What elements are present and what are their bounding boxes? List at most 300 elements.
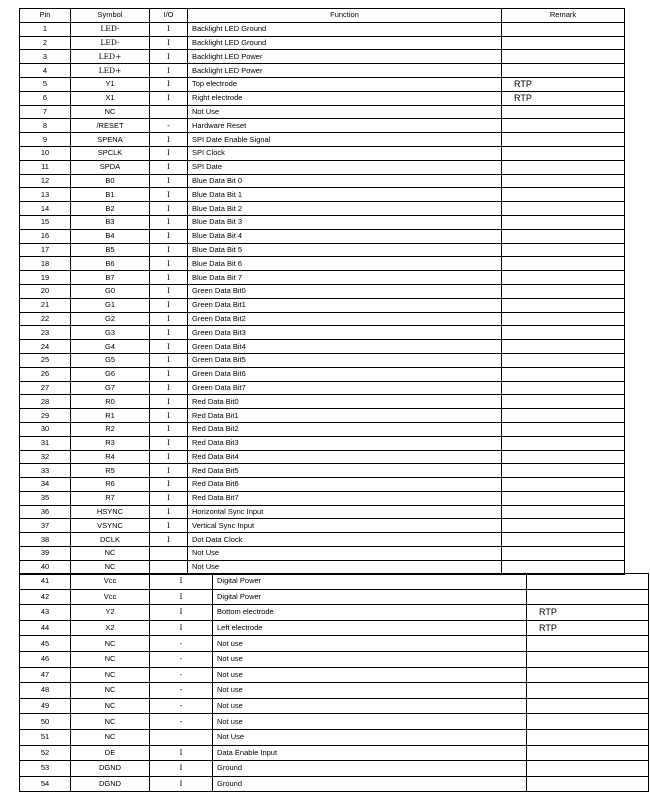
io-cell: I <box>150 243 188 257</box>
function-cell: Red Data Bit7 <box>188 491 502 505</box>
symbol-cell: SPENA <box>71 133 150 147</box>
io-cell: I <box>150 91 188 105</box>
io-cell: I <box>150 574 213 590</box>
io-cell: I <box>150 491 188 505</box>
symbol-cell: SPCLK <box>71 146 150 160</box>
pin-cell: 43 <box>20 605 71 621</box>
function-cell: Backlight LED Power <box>188 50 502 64</box>
function-cell: Red Data Bit2 <box>188 422 502 436</box>
remark-cell <box>527 745 649 761</box>
pin-cell: 48 <box>20 683 71 699</box>
io-cell: - <box>150 651 213 667</box>
function-cell: Left electrode <box>213 620 527 636</box>
io-cell: I <box>150 202 188 216</box>
function-cell: Ground <box>213 776 527 792</box>
table-row <box>20 636 649 652</box>
table-row <box>20 298 625 312</box>
symbol-cell: Vcc <box>71 589 150 605</box>
remark-cell <box>502 478 625 492</box>
remark-cell <box>502 298 625 312</box>
io-cell <box>150 729 213 745</box>
function-cell: Blue Data Bit 1 <box>188 188 502 202</box>
function-cell: Red Data Bit6 <box>188 478 502 492</box>
io-cell: - <box>150 714 213 730</box>
symbol-cell: NC <box>71 667 150 683</box>
io-cell: I <box>150 36 188 50</box>
symbol-cell: NC <box>71 714 150 730</box>
table-row <box>20 745 649 761</box>
io-cell: - <box>150 698 213 714</box>
io-cell: I <box>150 340 188 354</box>
remark-cell <box>527 729 649 745</box>
pin-cell: 9 <box>20 133 71 147</box>
function-cell: Not use <box>213 636 527 652</box>
remark-cell <box>502 409 625 423</box>
pin-cell: 16 <box>20 229 71 243</box>
pin-cell: 50 <box>20 714 71 730</box>
function-cell: Backlight LED Ground <box>188 22 502 36</box>
table-row <box>20 409 625 423</box>
pin-cell: 21 <box>20 298 71 312</box>
remark-cell <box>502 436 625 450</box>
table-row <box>20 271 625 285</box>
table-row <box>20 422 625 436</box>
pin-cell: 15 <box>20 215 71 229</box>
io-cell: I <box>150 133 188 147</box>
pin-cell: 25 <box>20 353 71 367</box>
table-row <box>20 340 625 354</box>
pin-cell: 20 <box>20 284 71 298</box>
pin-cell: 23 <box>20 326 71 340</box>
table-row <box>20 22 625 36</box>
io-cell: I <box>150 450 188 464</box>
remark-cell <box>502 36 625 50</box>
io-cell: I <box>150 395 188 409</box>
pin-table-body <box>20 22 625 574</box>
table-row <box>20 464 625 478</box>
remark-cell <box>527 651 649 667</box>
header-remark: Remark <box>502 9 625 23</box>
io-cell: I <box>150 367 188 381</box>
pin-cell: 4 <box>20 64 71 78</box>
io-cell: I <box>150 215 188 229</box>
pin-cell: 33 <box>20 464 71 478</box>
io-cell: I <box>150 326 188 340</box>
function-cell: Blue Data Bit 2 <box>188 202 502 216</box>
function-cell: Blue Data Bit 4 <box>188 229 502 243</box>
io-cell: I <box>150 505 188 519</box>
pin-cell: 28 <box>20 395 71 409</box>
header-pin: Pin <box>20 9 71 23</box>
table-row <box>20 547 625 561</box>
header-row <box>20 9 625 23</box>
table-row <box>20 519 625 533</box>
symbol-cell: R1 <box>71 409 150 423</box>
function-cell: Not Use <box>213 729 527 745</box>
io-cell: I <box>150 174 188 188</box>
remark-cell <box>502 22 625 36</box>
symbol-cell: SPDA <box>71 160 150 174</box>
table-row <box>20 353 625 367</box>
pin-cell: 24 <box>20 340 71 354</box>
remark-cell <box>502 381 625 395</box>
table-row <box>20 50 625 64</box>
remark-cell <box>502 505 625 519</box>
table-row <box>20 105 625 119</box>
remark-cell <box>502 64 625 78</box>
remark-cell <box>502 422 625 436</box>
symbol-cell: VSYNC <box>71 519 150 533</box>
pin-cell: 14 <box>20 202 71 216</box>
symbol-cell: G3 <box>71 326 150 340</box>
pin-table-continued-body <box>20 574 649 792</box>
pin-cell: 6 <box>20 91 71 105</box>
table-row <box>20 257 625 271</box>
pin-cell: 5 <box>20 77 71 91</box>
io-cell: I <box>150 77 188 91</box>
table-row <box>20 146 625 160</box>
function-cell: Blue Data Bit 7 <box>188 271 502 285</box>
symbol-cell: B1 <box>71 188 150 202</box>
symbol-cell: R3 <box>71 436 150 450</box>
table-row <box>20 229 625 243</box>
remark-cell <box>527 636 649 652</box>
function-cell: Red Data Bit1 <box>188 409 502 423</box>
remark-cell <box>502 533 625 547</box>
remark-cell <box>502 146 625 160</box>
pin-cell: 51 <box>20 729 71 745</box>
table-row <box>20 367 625 381</box>
table-row <box>20 312 625 326</box>
io-cell: I <box>150 229 188 243</box>
symbol-cell: DE <box>71 745 150 761</box>
remark-cell: RTP <box>527 620 649 636</box>
symbol-cell: R7 <box>71 491 150 505</box>
pin-cell: 46 <box>20 651 71 667</box>
io-cell: I <box>150 605 213 621</box>
pin-cell: 40 <box>20 560 71 574</box>
table-row <box>20 133 625 147</box>
table-row <box>20 202 625 216</box>
remark-cell <box>527 589 649 605</box>
symbol-cell: B3 <box>71 215 150 229</box>
symbol-cell: G1 <box>71 298 150 312</box>
table-row <box>20 36 625 50</box>
io-cell: I <box>150 312 188 326</box>
pin-cell: 32 <box>20 450 71 464</box>
io-cell: I <box>150 620 213 636</box>
pin-table <box>19 8 625 575</box>
function-cell: Green Data Bit7 <box>188 381 502 395</box>
remark-cell <box>502 105 625 119</box>
remark-cell <box>502 174 625 188</box>
symbol-cell: Y2 <box>71 605 150 621</box>
remark-cell <box>502 133 625 147</box>
pin-cell: 36 <box>20 505 71 519</box>
symbol-cell: Y1 <box>71 77 150 91</box>
symbol-cell: X2 <box>71 620 150 636</box>
function-cell: Green Data Bit0 <box>188 284 502 298</box>
symbol-cell: NC <box>71 560 150 574</box>
pin-cell: 29 <box>20 409 71 423</box>
symbol-cell: DCLK <box>71 533 150 547</box>
symbol-cell: G4 <box>71 340 150 354</box>
function-cell: Green Data Bit6 <box>188 367 502 381</box>
table-row <box>20 284 625 298</box>
function-cell: Not use <box>213 714 527 730</box>
function-cell: Green Data Bit3 <box>188 326 502 340</box>
remark-cell <box>502 284 625 298</box>
pin-cell: 45 <box>20 636 71 652</box>
remark-cell: RTP <box>502 77 625 91</box>
function-cell: Green Data Bit1 <box>188 298 502 312</box>
symbol-cell: R0 <box>71 395 150 409</box>
table-row <box>20 667 649 683</box>
function-cell: Ground <box>213 761 527 777</box>
pin-cell: 12 <box>20 174 71 188</box>
function-cell: Blue Data Bit 5 <box>188 243 502 257</box>
pin-cell: 13 <box>20 188 71 202</box>
table-row <box>20 714 649 730</box>
symbol-cell: G2 <box>71 312 150 326</box>
symbol-cell: X1 <box>71 91 150 105</box>
function-cell: Blue Data Bit 0 <box>188 174 502 188</box>
io-cell: I <box>150 776 213 792</box>
symbol-cell: R5 <box>71 464 150 478</box>
remark-cell <box>502 395 625 409</box>
remark-cell <box>502 229 625 243</box>
table-row <box>20 160 625 174</box>
io-cell: I <box>150 22 188 36</box>
remark-cell <box>502 202 625 216</box>
function-cell: Red Data Bit5 <box>188 464 502 478</box>
io-cell: - <box>150 636 213 652</box>
pin-cell: 34 <box>20 478 71 492</box>
function-cell: Digital Power <box>213 574 527 590</box>
pin-cell: 37 <box>20 519 71 533</box>
io-cell: I <box>150 64 188 78</box>
pin-cell: 42 <box>20 589 71 605</box>
pin-cell: 22 <box>20 312 71 326</box>
io-cell: I <box>150 745 213 761</box>
table-row <box>20 589 649 605</box>
table-row <box>20 381 625 395</box>
table-row <box>20 77 625 91</box>
table-row <box>20 478 625 492</box>
function-cell: SPI Date Enable Signal <box>188 133 502 147</box>
header-io: I/O <box>150 9 188 23</box>
function-cell: Red Data Bit4 <box>188 450 502 464</box>
pin-cell: 2 <box>20 36 71 50</box>
io-cell <box>150 547 188 561</box>
remark-cell <box>502 50 625 64</box>
function-cell: Green Data Bit2 <box>188 312 502 326</box>
function-cell: Red Data Bit3 <box>188 436 502 450</box>
pin-cell: 3 <box>20 50 71 64</box>
table-row <box>20 395 625 409</box>
symbol-cell: NC <box>71 651 150 667</box>
pin-cell: 47 <box>20 667 71 683</box>
remark-cell: RTP <box>502 91 625 105</box>
remark-cell: RTP <box>527 605 649 621</box>
function-cell: Backlight LED Power <box>188 64 502 78</box>
symbol-cell: B0 <box>71 174 150 188</box>
symbol-cell: G0 <box>71 284 150 298</box>
remark-cell <box>502 119 625 133</box>
remark-cell <box>527 776 649 792</box>
pin-cell: 7 <box>20 105 71 119</box>
io-cell: I <box>150 519 188 533</box>
remark-cell <box>502 271 625 285</box>
table-row <box>20 605 649 621</box>
table-row <box>20 620 649 636</box>
function-cell: Dot Data Clock <box>188 533 502 547</box>
symbol-cell: NC <box>71 698 150 714</box>
remark-cell <box>502 326 625 340</box>
io-cell: I <box>150 146 188 160</box>
table-row <box>20 683 649 699</box>
io-cell: I <box>150 409 188 423</box>
symbol-cell: HSYNC <box>71 505 150 519</box>
header-symbol: Symbol <box>71 9 150 23</box>
remark-cell <box>502 243 625 257</box>
table-row <box>20 761 649 777</box>
io-cell: I <box>150 422 188 436</box>
function-cell: Blue Data Bit 3 <box>188 215 502 229</box>
io-cell: I <box>150 381 188 395</box>
function-cell: Top electrode <box>188 77 502 91</box>
table-row <box>20 174 625 188</box>
io-cell: - <box>150 119 188 133</box>
io-cell: I <box>150 353 188 367</box>
table-row <box>20 505 625 519</box>
table-row <box>20 651 649 667</box>
symbol-cell: NC <box>71 729 150 745</box>
symbol-cell: NC <box>71 547 150 561</box>
function-cell: Backlight LED Ground <box>188 36 502 50</box>
remark-cell <box>502 353 625 367</box>
function-cell: Not use <box>213 651 527 667</box>
remark-cell <box>527 574 649 590</box>
table-row <box>20 243 625 257</box>
io-cell: I <box>150 761 213 777</box>
symbol-cell: LED- <box>71 36 150 50</box>
remark-cell <box>502 312 625 326</box>
pin-cell: 27 <box>20 381 71 395</box>
pin-cell: 41 <box>20 574 71 590</box>
remark-cell <box>527 667 649 683</box>
function-cell: Not use <box>213 683 527 699</box>
remark-cell <box>527 683 649 699</box>
header-function: Function <box>188 9 502 23</box>
remark-cell <box>502 340 625 354</box>
table-row <box>20 119 625 133</box>
table-row <box>20 491 625 505</box>
pin-cell: 31 <box>20 436 71 450</box>
remark-cell <box>502 464 625 478</box>
remark-cell <box>527 698 649 714</box>
io-cell: I <box>150 188 188 202</box>
pin-cell: 11 <box>20 160 71 174</box>
symbol-cell: B6 <box>71 257 150 271</box>
symbol-cell: DGND <box>71 776 150 792</box>
table-row <box>20 776 649 792</box>
table-row <box>20 533 625 547</box>
remark-cell <box>502 519 625 533</box>
io-cell: I <box>150 478 188 492</box>
function-cell: Not use <box>213 698 527 714</box>
table-row <box>20 326 625 340</box>
symbol-cell: B2 <box>71 202 150 216</box>
io-cell: - <box>150 667 213 683</box>
pin-cell: 10 <box>20 146 71 160</box>
io-cell: I <box>150 50 188 64</box>
function-cell: Bottom electrode <box>213 605 527 621</box>
pin-cell: 19 <box>20 271 71 285</box>
function-cell: SPI Date <box>188 160 502 174</box>
pin-cell: 1 <box>20 22 71 36</box>
pin-cell: 18 <box>20 257 71 271</box>
remark-cell <box>502 257 625 271</box>
symbol-cell: NC <box>71 636 150 652</box>
io-cell: I <box>150 464 188 478</box>
io-cell: I <box>150 160 188 174</box>
io-cell: I <box>150 257 188 271</box>
io-cell: I <box>150 533 188 547</box>
remark-cell <box>527 761 649 777</box>
remark-cell <box>502 160 625 174</box>
pin-cell: 49 <box>20 698 71 714</box>
table-row <box>20 450 625 464</box>
symbol-cell: LED- <box>71 22 150 36</box>
symbol-cell: R4 <box>71 450 150 464</box>
symbol-cell: LED+ <box>71 64 150 78</box>
symbol-cell: B5 <box>71 243 150 257</box>
symbol-cell: G7 <box>71 381 150 395</box>
symbol-cell: /RESET <box>71 119 150 133</box>
symbol-cell: G6 <box>71 367 150 381</box>
function-cell: Not Use <box>188 105 502 119</box>
symbol-cell: DGND <box>71 761 150 777</box>
io-cell: I <box>150 271 188 285</box>
function-cell: Not use <box>213 667 527 683</box>
table-row <box>20 91 625 105</box>
table-row <box>20 729 649 745</box>
function-cell: Green Data Bit4 <box>188 340 502 354</box>
table-row <box>20 436 625 450</box>
function-cell: Hardware Reset <box>188 119 502 133</box>
function-cell: Horizontal Sync Input <box>188 505 502 519</box>
remark-cell <box>502 367 625 381</box>
symbol-cell: G5 <box>71 353 150 367</box>
pin-cell: 8 <box>20 119 71 133</box>
pin-cell: 39 <box>20 547 71 561</box>
io-cell: I <box>150 284 188 298</box>
function-cell: Green Data Bit5 <box>188 353 502 367</box>
symbol-cell: R6 <box>71 478 150 492</box>
io-cell: I <box>150 436 188 450</box>
pin-cell: 35 <box>20 491 71 505</box>
table-row <box>20 64 625 78</box>
io-cell: I <box>150 298 188 312</box>
function-cell: Digital Power <box>213 589 527 605</box>
symbol-cell: B7 <box>71 271 150 285</box>
symbol-cell: NC <box>71 683 150 699</box>
pin-cell: 44 <box>20 620 71 636</box>
table-row <box>20 698 649 714</box>
symbol-cell: R2 <box>71 422 150 436</box>
io-cell: I <box>150 589 213 605</box>
